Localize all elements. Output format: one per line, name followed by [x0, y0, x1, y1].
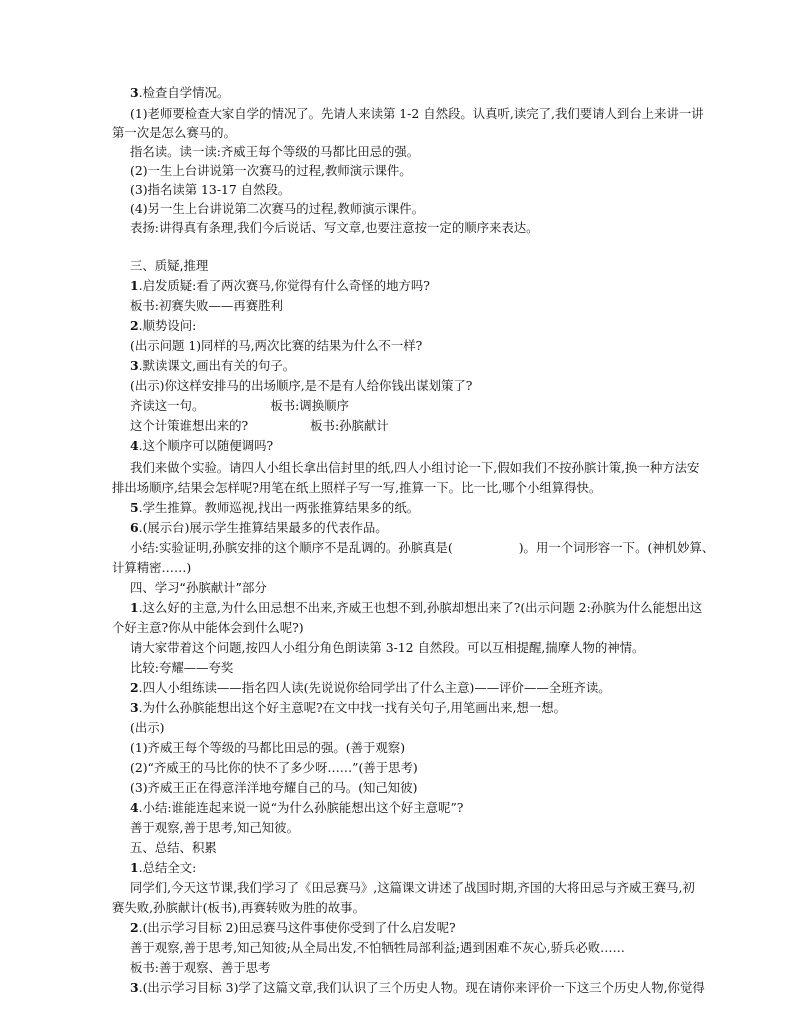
- text-line: 表扬:讲得真有条理,我们今后说话、写文章,也要注意按一定的顺序来表达。: [130, 220, 539, 235]
- text-line: 善于观察,善于思考,知己知彼。: [130, 820, 299, 835]
- text-line: (2)“齐威王的马比你的快不了多少呀……”(善于思考): [130, 760, 418, 775]
- text-line: 板书:初赛失败——再赛胜利: [130, 298, 283, 313]
- text-line: 小结:实验证明,孙膑安排的这个顺序不是乱调的。孙膑真是( )。用一个词形容一下。(神机妙算、: [130, 540, 715, 555]
- text-line: (出示)你这样安排马的出场顺序,是不是有人给你钱出谋划策了?: [130, 378, 473, 393]
- text-line: 指名读。读一读:齐威王每个等级的马都比田忌的强。: [130, 144, 420, 159]
- text-line: 第一次是怎么赛马的。: [112, 125, 236, 140]
- board-note: 板书:孙膑献计: [310, 418, 389, 433]
- text-line: 4.这个顺序可以随便调吗?: [130, 438, 274, 453]
- text-line: (3)齐威王正在得意洋洋地夸耀自己的马。(知己知彼): [130, 780, 418, 795]
- section-heading: 三、质疑,推理: [130, 258, 209, 273]
- text-line: 3.默读课文,画出有关的句子。: [130, 358, 296, 373]
- text-line: (1)齐威王每个等级的马都比田忌的强。(善于观察): [130, 740, 406, 755]
- text-line: 6.(展示台)展示学生推算结果最多的代表作品。: [130, 520, 388, 535]
- text-line: 1.启发质疑:看了两次赛马,你觉得有什么奇怪的地方吗?: [130, 278, 430, 293]
- text-line: 排出场顺序,结果会怎样呢?用笔在纸上照样子写一写,推算一下。比一比,哪个小组算得快。: [112, 480, 602, 495]
- text-line: 3.为什么孙膑能想出这个好主意呢?在文中找一找有关句子,用笔画出来,想一想。: [130, 700, 566, 715]
- section-heading: 四、学习“孙膑献计”部分: [130, 580, 267, 595]
- text-line: 善于观察,善于思考,知己知彼;从全局出发,不怕牺牲局部利益;遇到困难不灰心,骄兵必败……: [130, 940, 625, 955]
- text-line: 齐读这一句。 板书:调换顺序: [130, 398, 349, 413]
- text-line: 1.这么好的主意,为什么田忌想不出来,齐威王也想不到,孙膑却想出来了?(出示问题 2:孙膑为什么能想出这: [130, 600, 703, 615]
- text-line: 4.小结:谁能连起来说一说“为什么孙膑能想出这个好主意呢”?: [130, 800, 464, 815]
- text-line: 5.学生推算。教师巡视,找出一两张推算结果多的纸。: [130, 500, 420, 515]
- text-line: (4)另一生上台讲说第二次赛马的过程,教师演示课件。: [130, 201, 425, 216]
- text-line: (3)指名读第 13-17 自然段。: [130, 182, 291, 197]
- section-heading: 五、总结、积累: [130, 840, 217, 855]
- text-line: 比较:夸耀——夸奖: [130, 660, 234, 675]
- board-note: 板书:调换顺序: [270, 398, 349, 413]
- text-line: (出示): [130, 720, 165, 735]
- text-line: 2.四人小组练读——指名四人读(先说说你给同学出了什么主意)——评价——全班齐读。: [130, 680, 611, 695]
- text-line: 2.(出示学习目标 2)田忌赛马这件事使你受到了什么启发呢?: [130, 920, 456, 935]
- text-line: 同学们,今天这节课,我们学习了《田忌赛马》,这篇课文讲述了战国时期,齐国的大将田忌与齐威王赛马,初: [130, 880, 695, 895]
- text-line: 这个计策谁想出来的? 板书:孙膑献计: [130, 418, 389, 433]
- text-line: 2.顺势设问:: [130, 318, 197, 333]
- text-line: 3.检查自学情况。: [130, 85, 230, 100]
- text-line: (出示问题 1)同样的马,两次比赛的结果为什么不一样?: [130, 338, 423, 353]
- text-line: 板书:善于观察、善于思考: [130, 960, 271, 975]
- text-line: 计算精密……): [112, 560, 192, 575]
- text-line: 3.(出示学习目标 3)学了这篇文章,我们认识了三个历史人物。现在请你来评价一下这三个历史人物,你觉得: [130, 980, 705, 995]
- text-line: 赛失败,孙膑献计(板书),再赛转败为胜的故事。: [112, 900, 365, 915]
- text-line: 个好主意?你从中能体会到什么呢?): [112, 620, 304, 635]
- text-line: 1.总结全文:: [130, 860, 197, 875]
- text-line: (2)一生上台讲说第一次赛马的过程,教师演示课件。: [130, 163, 412, 178]
- text-line: 我们来做个实验。请四人小组长拿出信封里的纸,四人小组讨论一下,假如我们不按孙膑计策,换一种方法安: [130, 460, 700, 475]
- text-line: 请大家带着这个问题,按四人小组分角色朗读第 3-12 自然段。可以互相提醒,揣摩人物的神情。: [130, 640, 645, 655]
- text-line: (1)老师要检查大家自学的情况了。先请人来读第 1-2 自然段。认真听,读完了,我们要请人到台上来讲一讲: [130, 106, 704, 121]
